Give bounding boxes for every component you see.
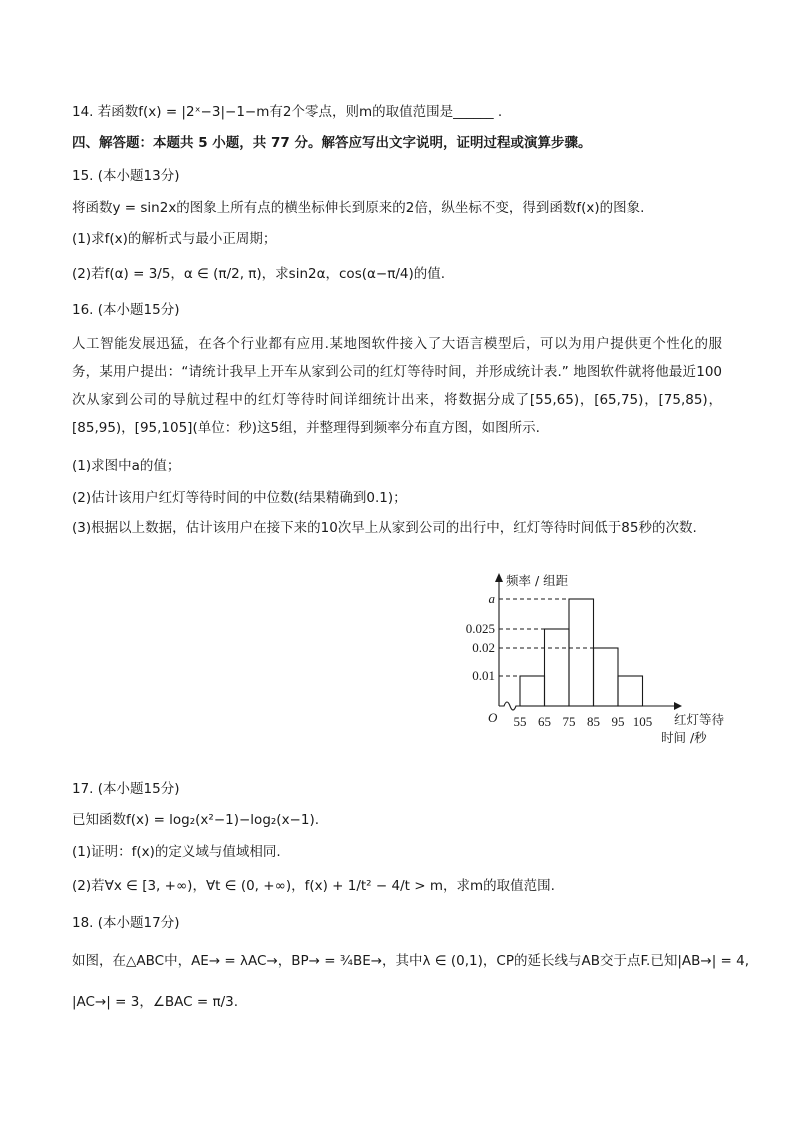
histogram-bar-65-75 (545, 629, 570, 706)
x-tick-label-85: 85 (587, 714, 600, 729)
question-14: 14. 若函数f(x) = |2ˣ−3|−1−m有2个零点，则m的取值范围是______ . (72, 104, 503, 120)
question-17-text: 已知函数f(x) = log₂(x²−1)−log₂(x−1). (72, 812, 320, 828)
y-axis-label: 频率 / 组距 (506, 573, 569, 588)
question-15-part-2: (2)若f(α) = 3/5，α ∈ (π/2, π)，求sin2α，cos(α−π/4)的值. (72, 266, 446, 282)
y-tick-label-0.01: 0.01 (472, 668, 495, 683)
x-tick-label-75: 75 (562, 714, 576, 729)
y-tick-label-a: a (488, 591, 495, 606)
x-axis-arrow (674, 702, 682, 710)
y-axis-arrow (495, 573, 503, 582)
question-18-text-line-1: 如图，在△ABC中，AE→ = λAC→，BP→ = ¾BE→，其中λ ∈ (0,1)，CP的延长线与AB交于点F.已知|AB→| = 4, (72, 953, 750, 969)
origin-label: O (488, 710, 498, 725)
question-16-part-2: (2)估计该用户红灯等待时间的中位数(结果精确到0.1)； (72, 490, 407, 506)
question-15-text: 将函数y = sin2x的图象上所有点的横坐标伸长到原来的2倍，纵坐标不变，得到函数f(x)的图象. (72, 200, 645, 216)
y-tick-label-0.02: 0.02 (472, 640, 495, 655)
y-tick-label-0.025: 0.025 (465, 621, 495, 636)
x-axis-label-line-1: 红灯等待 (674, 712, 725, 727)
axis-break-mark (499, 702, 518, 710)
question-16-part-3: (3)根据以上数据，估计该用户在接下来的10次早上从家到公司的出行中，红灯等待时间低于85秒的次数. (72, 520, 697, 536)
histogram-bar-75-85 (569, 599, 594, 706)
question-17-part-2: (2)若∀x ∈ [3, +∞)，∀t ∈ (0, +∞)，f(x) + 1/t² − 4/t > m，求m的取值范围. (72, 878, 555, 894)
question-15-part-1: (1)求f(x)的解析式与最小正周期； (72, 231, 277, 247)
x-tick-label-95: 95 (611, 714, 625, 729)
x-tick-label-55: 55 (513, 714, 527, 729)
histogram-bar-85-95 (594, 648, 619, 706)
question-18-text-line-2: |AC→| = 3，∠BAC = π/3. (72, 994, 239, 1010)
question-16-text: 人工智能发展迅猛，在各个行业都有应用.某地图软件接入了大语言模型后，可以为用户提供更个性化的服务，某用户提出：“请统计我早上开车从家到公司的红灯等待时间，并形成统计表.” 地图软件就将他最近100次从家到公司的导航过程中的红灯等待时间详细统计出来，将数据分成了[55,65)，[65,75)，[75,85)，[85,95)，[95,105](单位：秒)这5组，并整理得到频率分布直方图，如图所示. (72, 336, 722, 436)
histogram-bar-55-65 (520, 676, 545, 706)
question-17-heading: 17. (本小题15分) (72, 781, 180, 797)
x-tick-label-65: 65 (538, 714, 551, 729)
section-4-heading: 四、解答题：本题共 5 小题，共 77 分。解答应写出文字说明，证明过程或演算步骤。 (72, 135, 592, 151)
question-17-part-1: (1)证明：f(x)的定义域与值域相同. (72, 844, 281, 860)
frequency-histogram (462, 570, 734, 750)
question-15-heading: 15. (本小题13分) (72, 168, 180, 184)
question-16-part-1: (1)求图中a的值； (72, 458, 181, 474)
question-16-heading: 16. (本小题15分) (72, 302, 180, 318)
x-axis-label-line-2: 时间 /秒 (661, 730, 707, 745)
histogram-bar-95-105 (618, 676, 643, 706)
x-tick-label-105: 105 (632, 714, 653, 729)
question-18-heading: 18. (本小题17分) (72, 915, 180, 931)
